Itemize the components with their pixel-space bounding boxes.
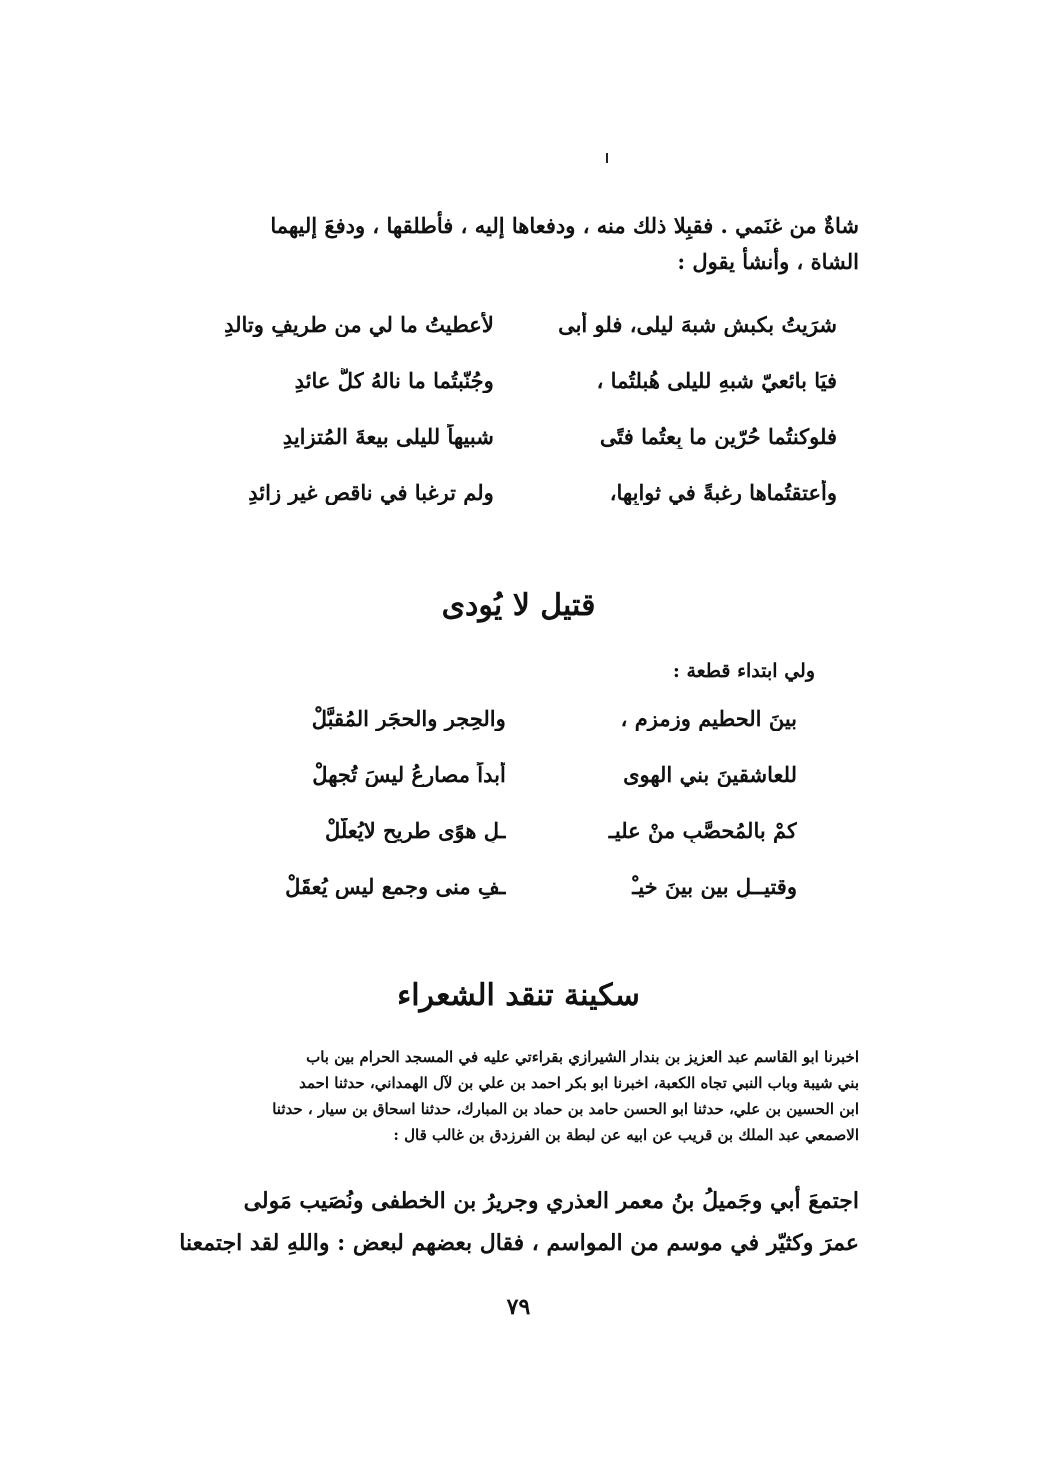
prose-line: الشاة ، وأنشأ يقول : — [677, 249, 859, 274]
verse-line — [177, 408, 837, 464]
top-prose — [169, 208, 859, 280]
verse-hemistich-right: فلوكنتُما حُرّين ما بِعتُما فتًى — [599, 423, 837, 449]
verse-hemistich-left: ولم ترغبا في ناقصٍ غيرِ زائدِ — [248, 479, 494, 505]
isnad-block — [169, 1044, 859, 1148]
verse-line — [237, 802, 797, 858]
verse-hemistich-right: وقتيــلِ بينٍ بينَ خيـْ — [632, 873, 797, 899]
verse-hemistich-right: شرَيتُ بكبشٍ شبهَ ليلى، فلو أبى — [558, 311, 837, 337]
verse-line — [177, 464, 837, 520]
verse-line — [237, 690, 797, 746]
verse-hemistich-right: كمْ بالمُحصَّبِ منْ عليـ — [608, 817, 797, 843]
verse-hemistich-left: ـفِ منى وجمعٍ ليس يُعقَلْ — [285, 873, 506, 899]
verse-line — [237, 746, 797, 802]
verse-hemistich-left: شبيهاً لليلى بيعةَ المُتزايدِ — [282, 423, 494, 449]
isnad-line: الاصمعي عبد الملك بن قريب عن ابيه عن لبطة بن الفرزدق بن غالب قال : — [393, 1126, 859, 1144]
verse-hemistich-right: فيَا بائعيّ شبهِ لليلى هُبلتُما ، — [596, 367, 837, 393]
isnad-line: ابن الحسين بن علي، حدثنا ابو الحسن حامد بن حماد بن المبارك، حدثنا اسحاق بن سيار ، حدثنا — [272, 1100, 859, 1118]
verse-hemistich-left: والحِجرِ والحجَرِ المُقبَّلْ — [311, 705, 506, 731]
section-heading: سكينة تنقد الشعراء — [397, 978, 640, 1013]
verse-line — [177, 352, 837, 408]
prose-line: عمرَ وكثيّر في موسم من المواسم ، فقال بعضهم لبعض : واللهِ لقد اجتمعنا — [179, 1230, 859, 1256]
isnad-line: بني شيبة وباب النبي تجاه الكعبة، اخبرنا ابو بكر احمد بن علي بن لآل الهمداني، حدثنا احمد — [299, 1074, 859, 1092]
prose-line: اجتمعَ أبي وجَميلُ بنُ معمر العذري وجريرُ بن الخطفى ونُصَيب مَولى — [243, 1188, 859, 1214]
verse-line — [237, 858, 797, 914]
poem-one — [177, 296, 837, 520]
verse-hemistich-right: وأعتقتُماها رغبةً في ثوابِها، — [609, 479, 837, 505]
verse-hemistich-right: بينَ الحطيمِ وزمزمِ ، — [620, 705, 797, 731]
verse-hemistich-left: وجُنّبتُما ما نالهُ كلُّ عائدِ — [294, 367, 494, 393]
verse-hemistich-right: للعاشقينَ بني الهوى — [623, 761, 797, 787]
bottom-prose — [169, 1180, 859, 1264]
prose-line: شاةٌ من غنَمي . فقبِلا ذلك منه ، ودفعاها إليه ، فأطلقها ، ودفعَ إليهما — [270, 213, 859, 238]
section-heading: قتيل لا يُودى — [441, 588, 596, 623]
verse-hemistich-left: لأعطيتُ ما لي من طريفٍ وتالدِ — [224, 311, 494, 337]
verse-hemistich-left: أبداً مصارعُ ليسَ تُجهلْ — [312, 761, 506, 787]
verse-hemistich-left: ـلٍ هوًى طريحٍ لايُعلّلْ — [324, 817, 506, 843]
page-number: ٧٩ — [506, 1294, 531, 1320]
intro-line: ولي ابتداء قطعة : — [672, 660, 815, 682]
isnad-line: اخبرنا ابو القاسم عبد العزيز بن بندار الشيرازي بقراءتي عليه في المسجد الحرام بين باب — [306, 1048, 859, 1066]
ink-speck — [606, 153, 608, 163]
poem-two — [237, 690, 797, 914]
verse-line — [177, 296, 837, 352]
